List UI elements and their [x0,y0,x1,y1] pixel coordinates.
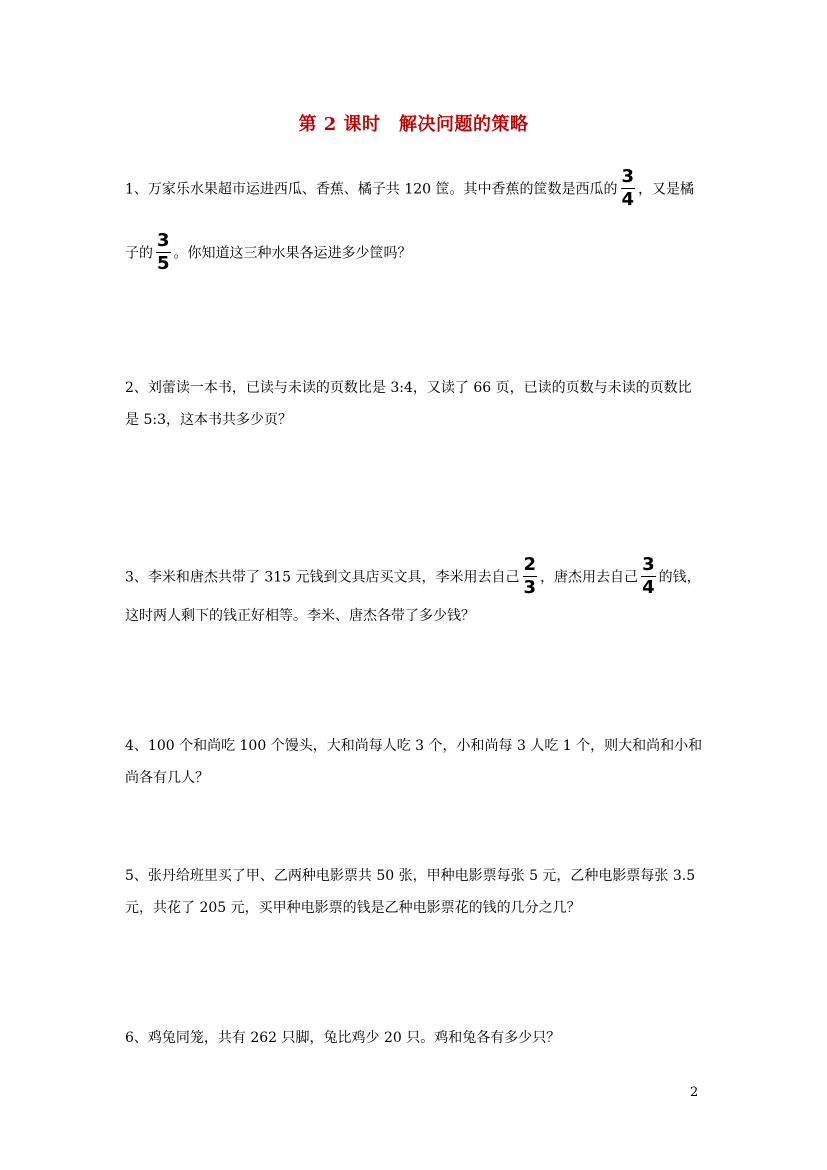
problem-1-text-c: 子的 [125,245,153,262]
problem-5-line-1: 5、张丹给班里买了甲、乙两种电影票共 50 张，甲种电影票每张 5 元，乙种电影票每张 3.5 [125,868,696,884]
problem-3-line-1 [125,556,701,599]
problem-1-line-2 [125,232,412,275]
fraction-three-fifths: $\frac{3}{5}$ [157,230,170,274]
problem-4-line-2: 尚各有几人？ [125,770,209,786]
problem-1-line-1 [125,168,694,211]
fraction-two-thirds: $\frac{2}{3}$ [523,554,537,598]
problem-1-text-d: 。你知道这三种水果各运进多少筐吗？ [173,245,412,262]
problem-3-text-b: ，唐杰用去自己 [540,569,639,586]
problem-2-line-1: 2、刘蕾读一本书，已读与未读的页数比是 3:4，又读了 66 页，已读的页数与未读的页数比 [125,380,692,396]
problem-3-text-c: 的钱， [658,569,701,586]
problem-1-text-a: 1、万家乐水果超市运进西瓜、香蕉、橘子共 120 筐。其中香蕉的筐数是西瓜的 [125,181,618,198]
problem-3-text-a: 3、李米和唐杰共带了 315 元钱到文具店买文具，李米用去自己 [125,569,520,586]
problem-6-line-1: 6、鸡兔同笼，共有 262 只脚，兔比鸡少 20 只。鸡和兔各有多少只？ [125,1030,561,1046]
fraction-three-quarters: $\frac{3}{4}$ [621,166,635,210]
problem-2-line-2: 是 5:3，这本书共多少页？ [125,412,292,428]
fraction-three-quarters: $\frac{3}{4}$ [642,554,655,598]
page-title: 第 2 课时 解决问题的策略 [298,114,529,135]
problem-1-text-b: ，又是橘 [638,181,695,198]
page-number: 2 [690,1085,699,1100]
problem-5-line-2: 元，共花了 205 元，买甲种电影票的钱是乙种电影票花的钱的几分之几？ [125,900,581,916]
problem-4-line-1: 4、100 个和尚吃 100 个馒头，大和尚每人吃 3 个，小和尚每 3 人吃 1 个，则大和尚和小和 [125,738,703,754]
problem-3-line-2: 这时两人剩下的钱正好相等。李米、唐杰各带了多少钱？ [125,608,475,624]
